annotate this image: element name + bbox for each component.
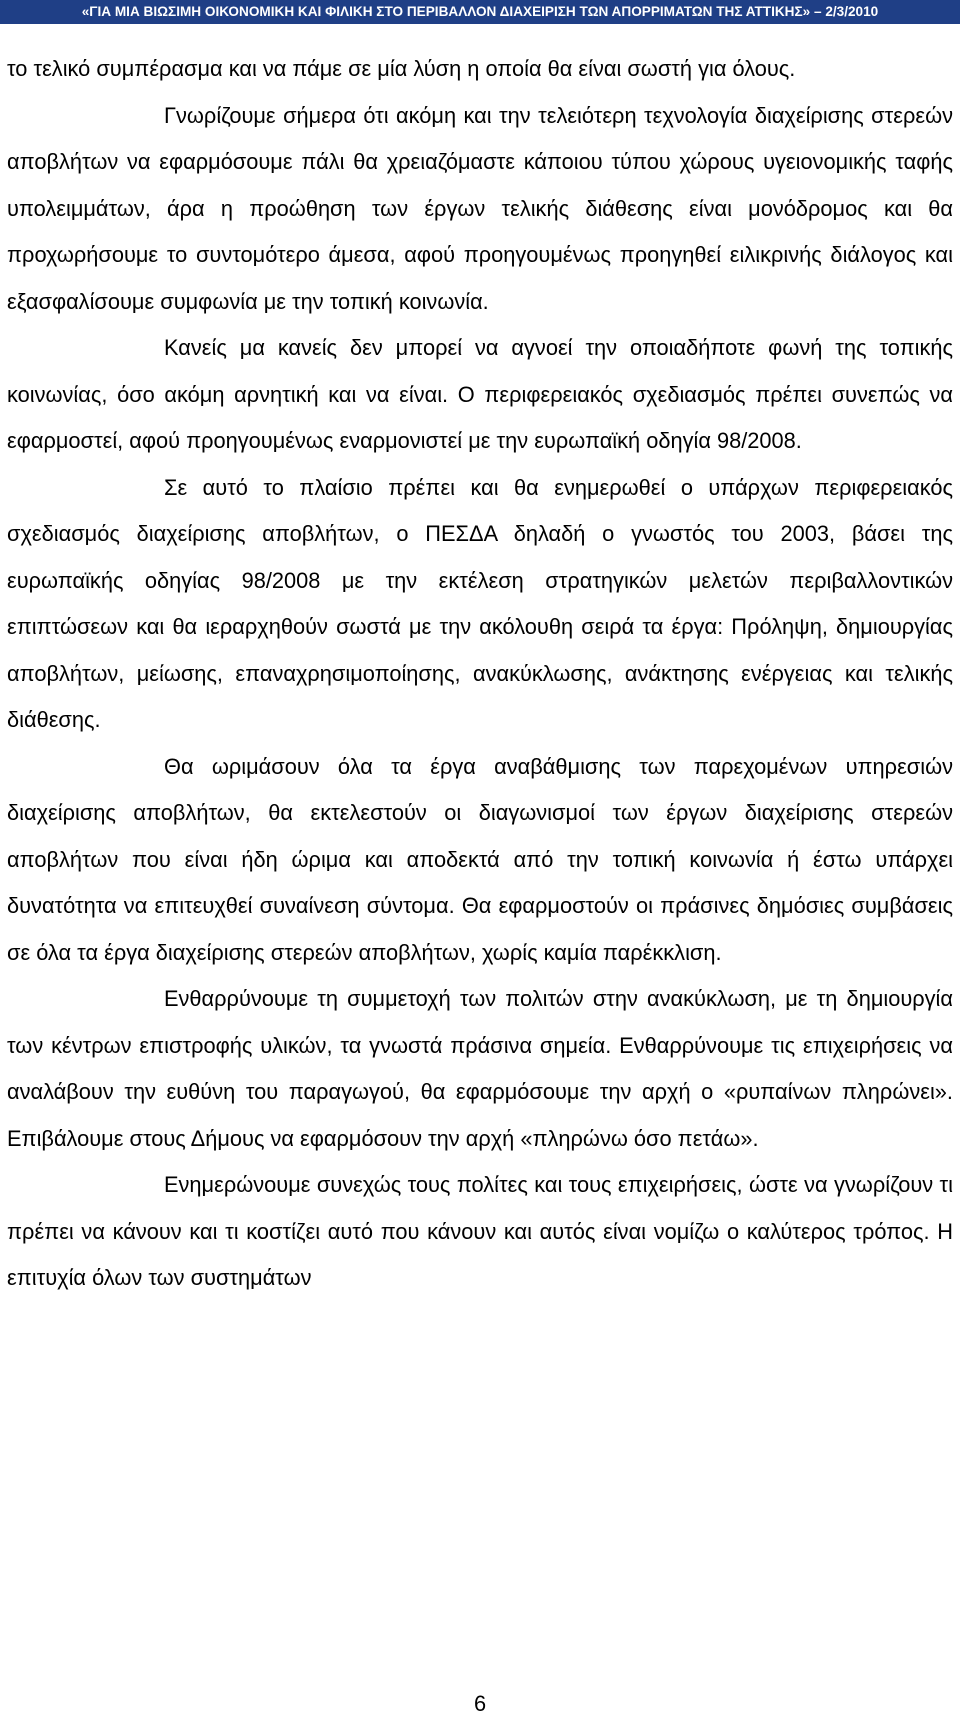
paragraph-regional-planning: Σε αυτό το πλαίσιο πρέπει και θα ενημερωθεί ο υπάρχων περιφερειακός σχεδιασμός διαχείρισης αποβλήτων, ο ΠΕΣΔΑ δηλαδή ο γνωστός του 2003, βάσει της ευρωπαϊκής οδηγίας 98/2008 με την εκτέλεση στρατηγικών μελετών περιβαλλοντικών επιπτώσεων και θα ιεραρχηθούν σωστά με την ακόλουθη σειρά τα έργα: Πρόληψη, δημιουργίας αποβλήτων, μείωσης, επαναχρησιμοποίησης, ανακύκλωσης, ανάκτησης ενέργειας και τελικής διάθεσης.	[7, 474, 953, 732]
paragraph-local-community: Κανείς μα κανείς δεν μπορεί να αγνοεί την οποιαδήποτε φωνή της τοπικής κοινωνίας, όσο ακόμη αρνητική και να είναι. Ο περιφερειακός σχεδιασμός πρέπει συνεπώς να εφαρμοστεί, αφού προηγουμένως εναρμονιστεί με την ευρωπαϊκή οδηγία 98/2008.	[7, 335, 953, 453]
document-body	[7, 46, 953, 1302]
paragraph-project-maturity: Θα ωριμάσουν όλα τα έργα αναβάθμισης των παρεχομένων υπηρεσιών διαχείρισης αποβλήτων, θα εκτελεστούν οι διαγωνισμοί των έργων διαχείρισης στερεών αποβλήτων που είναι ήδη ώριμα και αποδεκτά από την τοπική κοινωνία ή έστω υπάρχει δυνατότητα να επιτευχθεί συναίνεση σύντομα. Θα εφαρμοστούν οι πράσινες δημόσιες συμβάσεις σε όλα τα έργα διαχείρισης στερεών αποβλήτων, χωρίς καμία παρέκκλιση.	[7, 753, 953, 965]
paragraph-continuation: το τελικό συμπέρασμα και να πάμε σε μία λύση η οποία θα είναι σωστή για όλους.	[7, 56, 796, 81]
document-header-banner: «ΓΙΑ ΜΙΑ ΒΙΩΣΙΜΗ ΟΙΚΟΝΟΜΙΚΗ ΚΑΙ ΦΙΛΙΚΗ ΣΤΟ ΠΕΡΙΒΑΛΛΟΝ ΔΙΑΧΕΙΡΙΣΗ ΤΩΝ ΑΠΟΡΡΙΜΑΤΩΝ ΤΗΣ ΑΤΤΙΚΗΣ» – 2/3/2010	[0, 0, 960, 24]
paragraph-recycling-participation: Ενθαρρύνουμε τη συμμετοχή των πολιτών στην ανακύκλωση, με τη δημιουργία των κέντρων επιστροφής υλικών, τα γνωστά πράσινα σημεία. Ενθαρρύνουμε τις επιχειρήσεις να αναλάβουν την ευθύνη του παραγωγού, θα εφαρμόσουμε την αρχή ο «ρυπαίνων πληρώνει». Επιβάλουμε στους Δήμους να εφαρμόσουν την αρχή «πληρώνω όσο πετάω».	[7, 986, 953, 1151]
paragraph-waste-technology: Γνωρίζουμε σήμερα ότι ακόμη και την τελειότερη τεχνολογία διαχείρισης στερεών αποβλήτων να εφαρμόσουμε πάλι θα χρειαζόμαστε κάποιου τύπου χώρους υγειονομικής ταφής υπολειμμάτων, άρα η προώθηση των έργων τελικής διάθεσης είναι μονόδρομος και θα προχωρήσουμε το συντομότερο άμεσα, αφού προηγουμένως προηγηθεί ειλικρινής διάλογος και εξασφαλίσουμε συμφωνία με την τοπική κοινωνία.	[7, 102, 953, 314]
paragraph-public-information: Ενημερώνουμε συνεχώς τους πολίτες και τους επιχειρήσεις, ώστε να γνωρίζουν τι πρέπει να κάνουν και τι κοστίζει αυτό που κάνουν και αυτός είναι νομίζω ο καλύτερος τρόπος. Η επιτυχία όλων των συστημάτων	[7, 1172, 953, 1290]
page-number: 6	[473, 1691, 487, 1716]
